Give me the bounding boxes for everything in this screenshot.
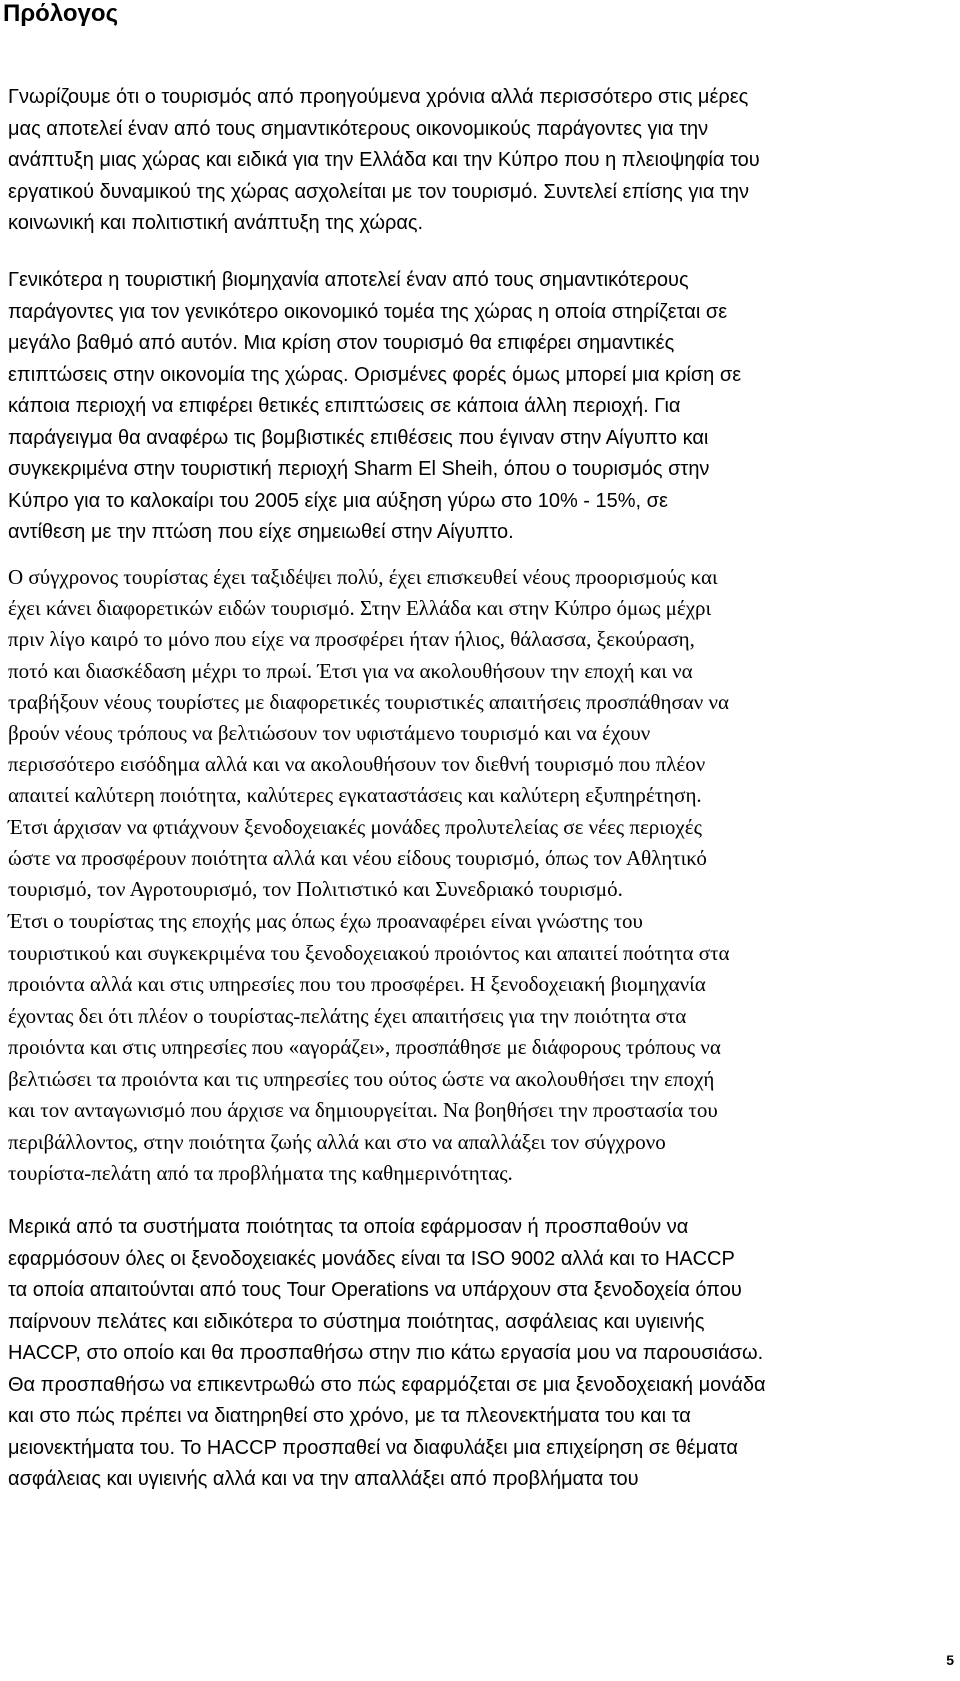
text-line: ανάπτυξη μιας χώρας και ειδικά για την Ελλάδα και την Κύπρο που η πλειοψηφία του: [8, 149, 760, 171]
text-line: παίρνουν πελάτες και ειδικότερα το σύστημα ποιότητας, ασφάλειας και υγιεινής: [8, 1310, 705, 1333]
text-line: κοινωνική και πολιτιστική ανάπτυξη της χώρας.: [8, 212, 424, 234]
paragraph-3: [8, 562, 729, 905]
text-line: ποτό και διασκέδαση μέχρι το πρωί. Έτσι για να ακολουθήσουν την εποχή και να: [8, 658, 693, 683]
text-line: έχει κάνει διαφορετικών ειδών τουρισμό. Στην Ελλάδα και στην Κύπρο όμως μέχρι: [8, 596, 712, 621]
text-line: Γενικότερα η τουριστική βιομηχανία αποτελεί έναν από τους σημαντικότερους: [8, 269, 689, 291]
text-line: Θα προσπαθήσω να επικεντρωθώ στο πώς εφαρμόζεται σε μια ξενοδοχειακή μονάδα: [8, 1373, 766, 1396]
text-line: Γνωρίζουμε ότι ο τουρισμός από προηγούμενα χρόνια αλλά περισσότερο στις μέρες: [8, 86, 749, 108]
text-line: βρούν νέους τρόπους να βελτιώσουν τον υφιστάμενο τουρισμό και να έχουν: [8, 721, 651, 746]
text-line: παράγειγμα θα αναφέρω τις βομβιστικές επιθέσεις που έγιναν στην Αίγυπτο και: [8, 426, 709, 449]
text-line: μεγάλο βαθμό από αυτόν. Μια κρίση στον τουρισμό θα επιφέρει σημαντικές: [8, 332, 675, 354]
text-line: τραβήξουν νέους τουρίστες με διαφορετικές τουριστικές απαιτήσεις προσπάθησαν να: [8, 689, 730, 714]
text-line: επιπτώσεις στην οικονομία της χώρας. Ορισμένες φορές όμως μπορεί μια κρίση σε: [8, 363, 742, 386]
text-line: μας αποτελεί έναν από τους σημαντικότερους οικονομικούς παράγοντες για την: [8, 117, 709, 140]
text-line: πριν λίγο καιρό το μόνο που είχε να προσφέρει ήταν ήλιος, θάλασσα, ξεκούραση,: [8, 627, 695, 652]
text-line: εργατικού δυναμικού της χώρας ασχολείται με τον τουρισμό. Συντελεί επίσης για την: [8, 180, 749, 203]
page-title: Πρόλογος: [3, 0, 119, 27]
text-line: Ο σύγχρονος τουρίστας έχει ταξιδέψει πολύ, έχει επισκευθεί νέους προορισμούς και: [8, 565, 718, 589]
text-line: προιόντα και στις υπηρεσίες που «αγοράζει», προσπάθησε με διάφορους τρόπους να: [8, 1035, 721, 1059]
text-line: εφαρμόσουν όλες οι ξενοδοχειακές μονάδες είναι τα ISO 9002 αλλά και το HACCP: [8, 1247, 735, 1270]
text-line: προιόντα αλλά και στις υπηρεσίες που του προσφέρει. Η ξενοδοχειακή βιομηχανία: [8, 972, 706, 996]
text-line: κάποια περιοχή να επιφέρει θετικές επιπτώσεις σε κάποια άλλη περιοχή. Για: [8, 395, 681, 417]
text-line: συγκεκριμένα στην τουριστική περιοχή Sharm El Sheih, όπου ο τουρισμός στην: [8, 458, 710, 480]
text-line: περισσότερο εισόδημα αλλά και να ακολουθήσουν τον διεθνή τουρισμό που πλέον: [8, 752, 706, 777]
paragraph-4: [8, 906, 730, 1190]
text-line: και στο πώς πρέπει να διατηρηθεί στο χρόνο, με τα πλεονεκτήματα του και τα: [8, 1405, 691, 1427]
text-line: περιβάλλοντος, στην ποιότητα ζωής αλλά και στο να απαλλάξει τον σύγχρονο: [8, 1129, 666, 1154]
text-line: HACCP, στο οποίο και θα προσπαθήσω στην πιο κάτω εργασία μου να παρουσιάσω.: [8, 1342, 764, 1364]
text-line: αντίθεση με την πτώση που είχε σημειωθεί στην Αίγυπτο.: [8, 521, 514, 543]
text-line: τουριστικού και συγκεκριμένα του ξενοδοχειακού προιόντος και απαιτεί ποότητα στα: [8, 940, 730, 965]
text-line: ώστε να προσφέρουν ποιότητα αλλά και νέου είδους τουρισμό, όπως τον Αθλητικό: [8, 845, 707, 870]
text-line: ασφάλειας και υγιεινής αλλά και να την απαλλάξει από προβλήματα του: [8, 1468, 639, 1490]
text-line: τουρίστα-πελάτη από τα προβλήματα της καθημερινότητας.: [8, 1161, 513, 1185]
text-line: Κύπρο για το καλοκαίρι του 2005 είχε μια αύξηση γύρω στο 10% - 15%, σε: [8, 489, 668, 512]
text-line: και τον ανταγωνισμό που άρχισε να δημιουργείται. Να βοηθήσει την προστασία του: [8, 1098, 718, 1122]
page-number: 5: [946, 1652, 954, 1668]
text-line: βελτιώσει τα προιόντα και τις υπηρεσίες του ούτος ώστε να ακολουθήσει την εποχή: [8, 1066, 715, 1091]
text-line: Έτσι άρχισαν να φτιάχνουν ξενοδοχειακές μονάδες προλυτελείας σε νέες περιοχές: [8, 814, 702, 839]
text-line: Μερικά από τα συστήματα ποιότητας τα οποία εφάρμοσαν ή προσπαθούν να: [8, 1216, 689, 1238]
text-line: τουρισμό, τον Αγροτουρισμό, τον Πολιτιστικό και Συνεδριακό τουρισμό.: [8, 877, 623, 902]
text-line: μειονεκτήματα του. Το HACCP προσπαθεί να διαφυλάξει μια επιχείρηση σε θέματα: [8, 1436, 738, 1459]
text-line: παράγοντες για τον γενικότερο οικονομικό τομέα της χώρας η οποία στηρίζεται σε: [8, 300, 728, 323]
paragraph-1: [8, 82, 760, 240]
text-line: Έτσι ο τουρίστας της εποχής μας όπως έχω προαναφέρει είναι γνώστης του: [8, 909, 643, 933]
paragraph-5: [8, 1212, 766, 1496]
paragraph-2: [8, 265, 741, 549]
text-line: τα οποία απαιτούνται από τους Tour Operations να υπάρχουν στα ξενοδοχεία όπου: [8, 1279, 742, 1301]
text-line: έχοντας δει ότι πλέον ο τουρίστας-πελάτης έχει απαιτήσεις για την ποιότητα στα: [8, 1003, 687, 1028]
text-line: απαιτεί καλύτερη ποιότητα, καλύτερες εγκαταστάσεις και καλύτερη εξυπηρέτηση.: [8, 783, 702, 808]
